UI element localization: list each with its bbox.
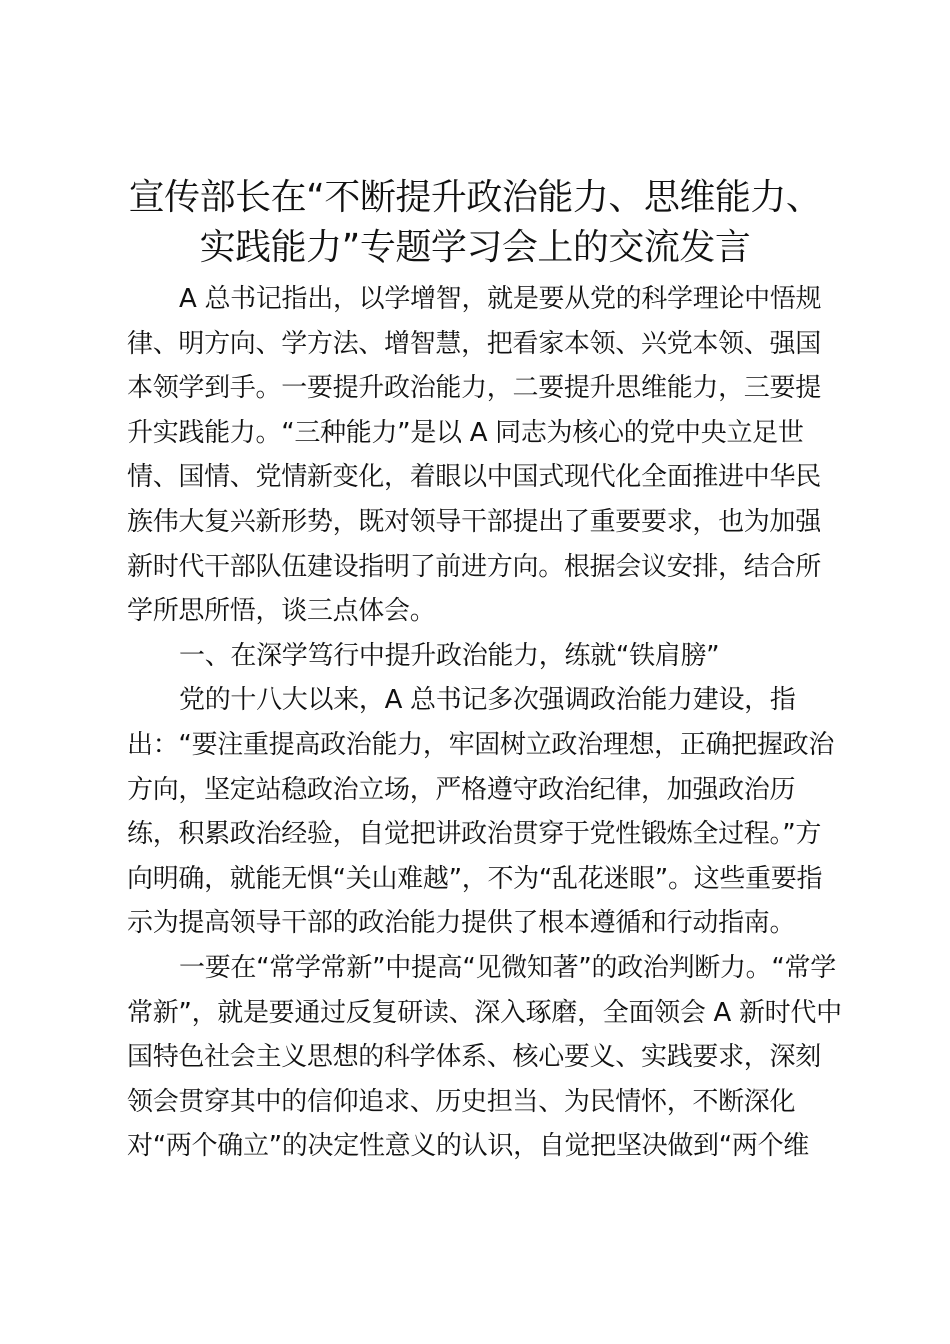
paragraph-line: 一要在“常学常新”中提高“见微知著”的政治判断力。“常学 bbox=[179, 952, 836, 983]
document-title-line-1: 宣传部长在“不断提升政治能力、思维能力、 bbox=[128, 177, 822, 218]
paragraph-line: 常新”，就是要通过反复研读、深入琢磨，全面领会 A 新时代中 bbox=[127, 997, 842, 1028]
paragraph-line: 方向，坚定站稳政治立场，严格遵守政治纪律，加强政治历 bbox=[127, 774, 796, 805]
paragraph-line: 领会贯穿其中的信仰追求、历史担当、为民情怀，不断深化 bbox=[127, 1086, 796, 1117]
paragraph-line: 对“两个确立”的决定性意义的认识，自觉把坚决做到“两个维 bbox=[127, 1131, 810, 1162]
paragraph-line: 升实践能力。“三种能力”是以 A 同志为核心的党中央立足世 bbox=[127, 417, 804, 448]
document-body bbox=[127, 277, 847, 1169]
paragraph-line: 向明确，就能无惧“关山难越”，不为“乱花迷眼”。这些重要指 bbox=[127, 863, 823, 894]
paragraph-line: A 总书记指出，以学增智，就是要从党的科学理论中悟规 bbox=[179, 284, 822, 314]
paragraph-line: 国特色社会主义思想的科学体系、核心要义、实践要求，深刻 bbox=[127, 1042, 821, 1073]
paragraph-line: 情、国情、党情新变化，着眼以中国式现代化全面推进中华民 bbox=[127, 462, 821, 493]
paragraph-line: 本领学到手。一要提升政治能力，二要提升思维能力，三要提 bbox=[127, 373, 821, 404]
paragraph-line: 律、明方向、学方法、增智慧，把看家本领、兴党本领、强国 bbox=[127, 328, 821, 359]
paragraph-line: 学所思所悟，谈三点体会。 bbox=[127, 596, 436, 627]
paragraph-line: 新时代干部队伍建设指明了前进方向。根据会议安排，结合所 bbox=[127, 551, 821, 582]
paragraph-line: 出：“要注重提高政治能力，牢固树立政治理想，正确把握政治 bbox=[127, 729, 835, 760]
paragraph-line: 示为提高领导干部的政治能力提供了根本遵循和行动指南。 bbox=[127, 908, 796, 939]
section-heading: 一、在深学笃行中提升政治能力，练就“铁肩膀” bbox=[179, 640, 720, 671]
paragraph-line: 族伟大复兴新形势，既对领导干部提出了重要要求，也为加强 bbox=[127, 506, 821, 537]
paragraph-line: 党的十八大以来，A 总书记多次强调政治能力建设，指 bbox=[179, 685, 796, 716]
document-title-line-2: 实践能力”专题学习会上的交流发言 bbox=[199, 227, 751, 268]
paragraph-line: 练，积累政治经验，自觉把讲政治贯穿于党性锻炼全过程。”方 bbox=[127, 819, 822, 850]
